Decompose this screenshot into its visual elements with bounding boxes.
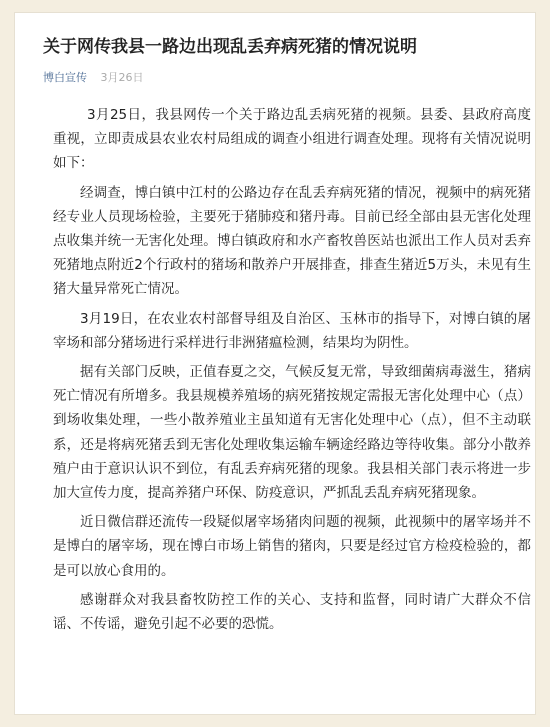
article-meta bbox=[43, 70, 144, 86]
article-paragraph: 3月19日，在农业农村部督导组及自治区、玉林市的指导下，对博白镇的屠宰场和部分猪场进行采样进行非洲猪瘟检测，结果均为阴性。 bbox=[53, 310, 531, 351]
article-paragraph: 近日微信群还流传一段疑似屠宰场猪肉问题的视频，此视频中的屠宰场并不是博白的屠宰场，现在博白市场上销售的猪肉，只要是经过官方检疫检验的，都是可以放心食用的。 bbox=[53, 514, 531, 579]
article-body bbox=[53, 103, 531, 641]
article-paragraph: 感谢群众对我县畜牧防控工作的关心、支持和监督，同时请广大群众不信谣、不传谣，避免引起不必要的恐慌。 bbox=[53, 591, 531, 633]
article-card bbox=[14, 12, 536, 715]
article-paragraph: 3月25日，我县网传一个关于路边乱丢病死猪的视频。县委、县政府高度重视，立即责成县农业农村局组成的调查小组进行调查处理。现将有关情况说明如下： bbox=[53, 107, 531, 172]
article-paragraph: 据有关部门反映，正值春夏之交，气候反复无常，导致细菌病毒滋生，猪病死亡情况有所增多。我县规模养殖场的病死猪按规定需报无害化处理中心（点）到场收集处理，一些小散养殖业主虽知道有无害化处理中心（点），但不主动联系，还是将病死猪丢到无害化处理收集运输车辆途经路边等待收集。部分小散养殖户由于意识认识不到位，有乱丢弃病死猪的现象。我县相关部门表示将进一步加大宣传力度，提高养猪户环保、防疫意识，严抓乱丢乱弃病死猪现象。 bbox=[53, 364, 531, 502]
article-title: 关于网传我县一路边出现乱丢弃病死猪的情况说明 bbox=[43, 37, 417, 57]
article-paragraph: 经调查，博白镇中江村的公路边存在乱丢弃病死猪的情况，视频中的病死猪经专业人员现场检验，主要死于猪肺疫和猪丹毒。目前已经全部由县无害化处理点收集并统一无害化处理。博白镇政府和水产畜牧兽医站也派出工作人员对丢弃死猪地点附近2个行政村的猪场和散养户开展排查，排查生猪近5万头，未见有生猪大量异常死亡情况。 bbox=[53, 184, 531, 298]
publish-date: 3月26日 bbox=[100, 71, 144, 84]
source-account-link[interactable]: 博白宣传 bbox=[43, 71, 87, 84]
